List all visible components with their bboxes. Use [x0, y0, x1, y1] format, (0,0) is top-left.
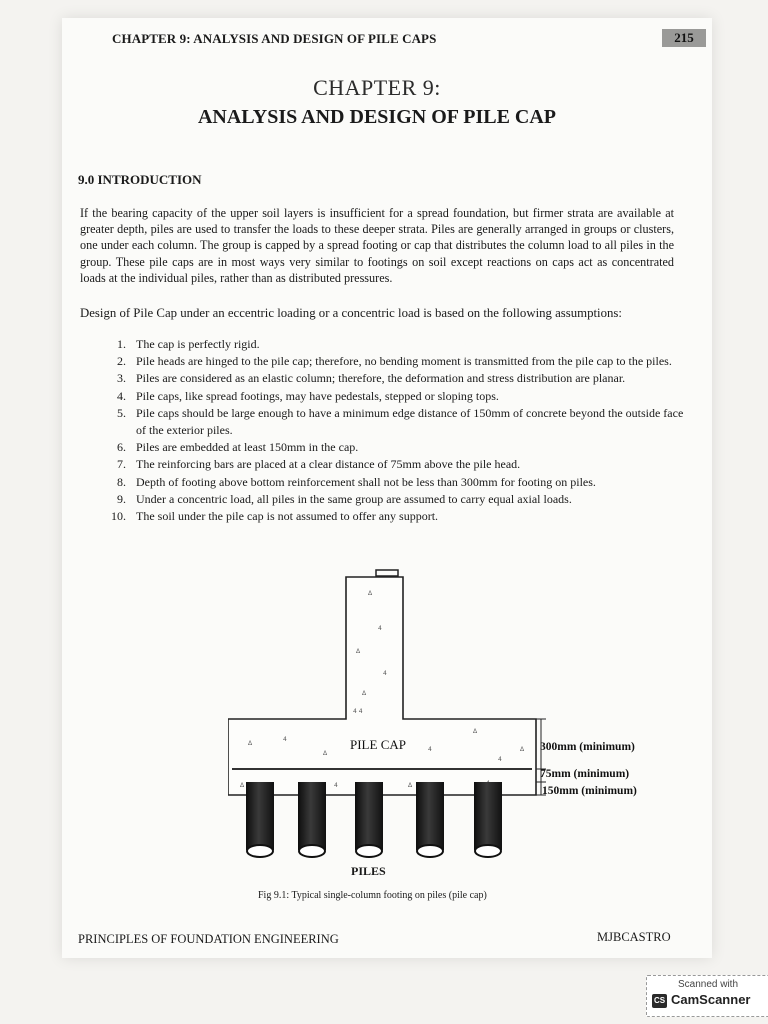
footer-author: MJBCASTRO	[597, 930, 671, 944]
list-item-text: Piles are embedded at least 150mm in the cap.	[136, 440, 359, 455]
list-item	[104, 336, 684, 353]
pile-cap-diagram	[228, 565, 658, 865]
svg-text:4: 4	[378, 625, 382, 632]
list-item-text: Piles are considered as an elastic column; therefore, the deformation and stress distribution are planar.	[136, 371, 626, 386]
intro-paragraph: If the bearing capacity of the upper soil layers is insufficient for a spread foundation, but firmer strata are available at greater depth, piles are used to transfer the loads to these deeper strata. Piles are generally arranged in groups or clusters, one under each column. The group is capped by a spread footing or cap that distributes the column load to all piles in the group. These pile caps are in most ways very similar to footings on soil except reactions on caps act as concentrated loads at the individual piles, rather than as distributed pressures.	[80, 206, 674, 285]
svg-text:4: 4	[334, 782, 338, 789]
svg-text:4: 4	[383, 670, 387, 677]
dimension-lines	[536, 719, 546, 795]
svg-text:Δ: Δ	[356, 648, 361, 655]
svg-text:Δ: Δ	[248, 740, 253, 747]
piles-label: PILES	[351, 864, 386, 878]
assumptions-list	[104, 336, 684, 525]
svg-text:Δ: Δ	[520, 746, 525, 753]
list-item	[104, 508, 684, 525]
dimension-300-label: 300mm (minimum)	[540, 741, 635, 753]
list-item	[104, 370, 684, 387]
list-item-number: 8.	[117, 474, 126, 489]
footer-book-title: PRINCIPLES OF FOUNDATION ENGINEERING	[78, 932, 339, 946]
scanned-with-text: Scanned with	[677, 979, 739, 990]
svg-text:Δ: Δ	[323, 750, 328, 757]
list-item	[104, 388, 684, 405]
svg-text:4: 4	[428, 746, 432, 753]
page-number: 215	[662, 29, 706, 47]
pile	[298, 782, 326, 857]
list-item-number: 2.	[117, 354, 126, 369]
list-item-text: The cap is perfectly rigid.	[136, 337, 260, 351]
pile	[246, 782, 274, 857]
column-cap-marker	[376, 570, 398, 576]
list-item-text: Pile caps should be large enough to have a minimum edge distance of 150mm of concrete beyond the outside face of the exterior piles.	[136, 405, 684, 438]
list-item-number: 4.	[117, 388, 126, 403]
list-item-number: 10.	[111, 509, 126, 524]
camscanner-brand: CamScanner	[671, 992, 751, 1007]
column-and-cap-outline	[228, 577, 536, 795]
pile	[474, 782, 502, 857]
list-item-number: 3.	[117, 371, 126, 386]
svg-text:Δ: Δ	[473, 728, 478, 735]
svg-text:4: 4	[498, 756, 502, 763]
list-item-number: 6.	[117, 440, 126, 455]
pile-cap-label: PILE CAP	[350, 737, 406, 752]
list-item-number: 7.	[117, 457, 126, 472]
pile	[355, 782, 383, 857]
running-header-title: CHAPTER 9: ANALYSIS AND DESIGN OF PILE CAPS	[112, 31, 437, 46]
svg-text:Δ: Δ	[240, 782, 245, 789]
list-item-number: 9.	[117, 491, 126, 506]
list-item-text: The reinforcing bars are placed at a clear distance of 75mm above the pile head.	[136, 457, 521, 472]
camscanner-watermark	[646, 975, 768, 1017]
figure-caption: Fig 9.1: Typical single-column footing on piles (pile cap)	[258, 890, 487, 901]
dimension-150-label: 150mm (minimum)	[542, 785, 637, 797]
svg-text:Δ: Δ	[408, 782, 413, 789]
list-item	[104, 353, 684, 370]
pile	[416, 782, 444, 857]
section-heading: 9.0 INTRODUCTION	[78, 172, 202, 187]
list-item-text: Depth of footing above bottom reinforcement shall not be less than 300mm for footing on piles.	[136, 474, 596, 489]
list-item-text: Pile heads are hinged to the pile cap; therefore, no bending moment is transmitted from the pile cap to the piles.	[136, 354, 672, 369]
list-item-text: Under a concentric load, all piles in the same group are assumed to carry equal axial loads.	[136, 491, 572, 506]
list-item	[104, 439, 684, 456]
dimension-75-label: 75mm (minimum)	[540, 768, 630, 780]
list-item	[104, 456, 684, 473]
assumptions-lead: Design of Pile Cap under an eccentric loading or a concentric load is based on the following assumptions:	[80, 306, 622, 320]
svg-text:Δ: Δ	[368, 590, 373, 597]
list-item	[104, 405, 684, 439]
list-item-number: 1.	[117, 337, 126, 351]
chapter-number: CHAPTER 9:	[313, 75, 441, 100]
list-item-text: Pile caps, like spread footings, may have pedestals, stepped or sloping tops.	[136, 388, 499, 403]
camscanner-logo-icon: CS	[652, 994, 667, 1008]
svg-text:4: 4	[283, 736, 287, 743]
svg-text:Δ: Δ	[362, 690, 367, 697]
list-item-text: The soil under the pile cap is not assumed to offer any support.	[136, 509, 439, 524]
list-item	[104, 474, 684, 491]
list-item-number: 5.	[117, 405, 126, 420]
svg-text:4 4: 4 4	[353, 708, 363, 715]
pile-cap-figure	[228, 565, 658, 865]
list-item	[104, 491, 684, 508]
chapter-title: ANALYSIS AND DESIGN OF PILE CAP	[197, 106, 557, 128]
